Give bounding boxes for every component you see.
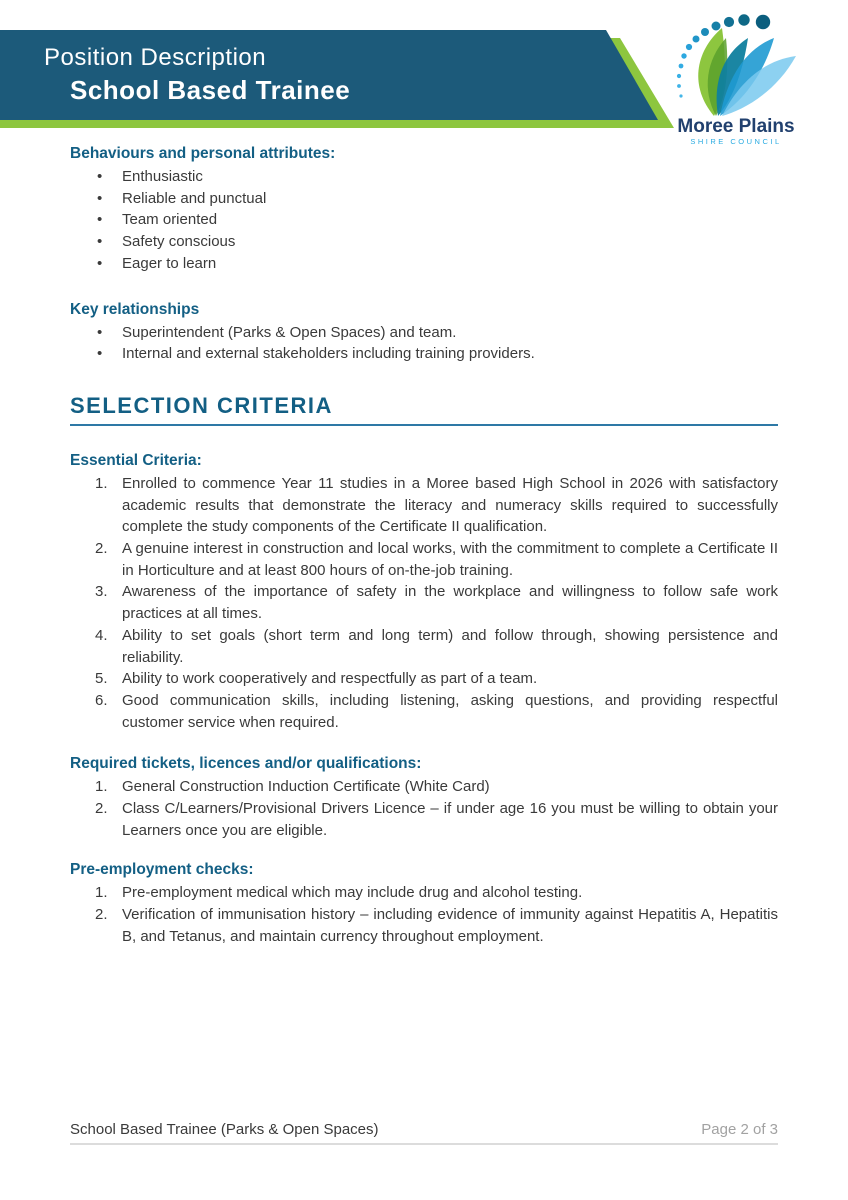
list-item: General Construction Induction Certificate (White Card) — [122, 778, 490, 796]
list-item: • Enthusiastic — [70, 166, 778, 188]
logo-leaves — [698, 28, 796, 116]
page-footer — [70, 1121, 778, 1145]
list-item: Good communication skills, including listening, asking questions, and providing respectful customer service when required. — [122, 691, 778, 731]
behaviours-list — [70, 166, 778, 275]
key-relationships-heading: Key relationships — [70, 300, 200, 318]
document-type-label: Position Description — [44, 44, 267, 71]
list-item: • Superintendent (Parks & Open Spaces) and team. — [70, 322, 778, 344]
header-banner — [0, 0, 848, 146]
list-item: • Team oriented — [70, 209, 778, 231]
list-item: Ability to set goals (short term and long term) and follow through, showing persistence and reliability. — [122, 626, 778, 666]
selection-criteria-heading: SELECTION CRITERIA — [70, 393, 778, 426]
footer-page-number: Page 2 of 3 — [701, 1121, 778, 1138]
document-body — [70, 128, 778, 948]
list-item: Ability to work cooperatively and respectfully as part of a team. — [122, 670, 538, 688]
required-tickets-heading: Required tickets, licences and/or qualifications: — [70, 755, 422, 773]
required-tickets-list — [70, 776, 778, 841]
list-item: • Eager to learn — [70, 253, 778, 275]
logo-subtitle: SHIRE COUNCIL — [690, 137, 782, 146]
essential-criteria-heading: Essential Criteria: — [70, 451, 202, 469]
list-item: Verification of immunisation history – including evidence of immunity against Hepatitis A, Hepatitis B, and Tetanus, and maintain currency throughout employment. — [122, 906, 778, 945]
pre-employment-heading: Pre-employment checks: — [70, 861, 254, 879]
pre-employment-list — [70, 882, 778, 947]
list-item: Awareness of the importance of safety in the workplace and willingness to follow safe work practices at all times. — [122, 583, 778, 623]
list-item: • Reliable and punctual — [70, 188, 778, 210]
list-item: • Safety conscious — [70, 231, 778, 253]
logo-name: Moree Plains — [677, 116, 795, 137]
behaviours-heading: Behaviours and personal attributes: — [70, 145, 336, 162]
list-item: • Internal and external stakeholders including training providers. — [70, 343, 778, 365]
footer-document-title: School Based Trainee (Parks & Open Spaces) — [70, 1121, 379, 1138]
list-item: Pre-employment medical which may include drug and alcohol testing. — [122, 884, 583, 902]
list-item: Class C/Learners/Provisional Drivers Licence – if under age 16 you must be willing to obtain your Learners once you are eligible. — [122, 800, 778, 839]
position-title: School Based Trainee — [70, 75, 351, 105]
key-relationships-list — [70, 322, 778, 365]
list-item: Enrolled to commence Year 11 studies in a Moree based High School in 2026 with satisfactory academic results that demonstrate the literacy and numeracy skills required to successfully complete the study components of the Certificate II qualification. — [122, 474, 778, 536]
list-item: A genuine interest in construction and local works, with the commitment to complete a Certificate II in Horticulture and at least 800 hours of on-the-job training. — [122, 540, 778, 579]
essential-criteria-list — [70, 473, 778, 733]
